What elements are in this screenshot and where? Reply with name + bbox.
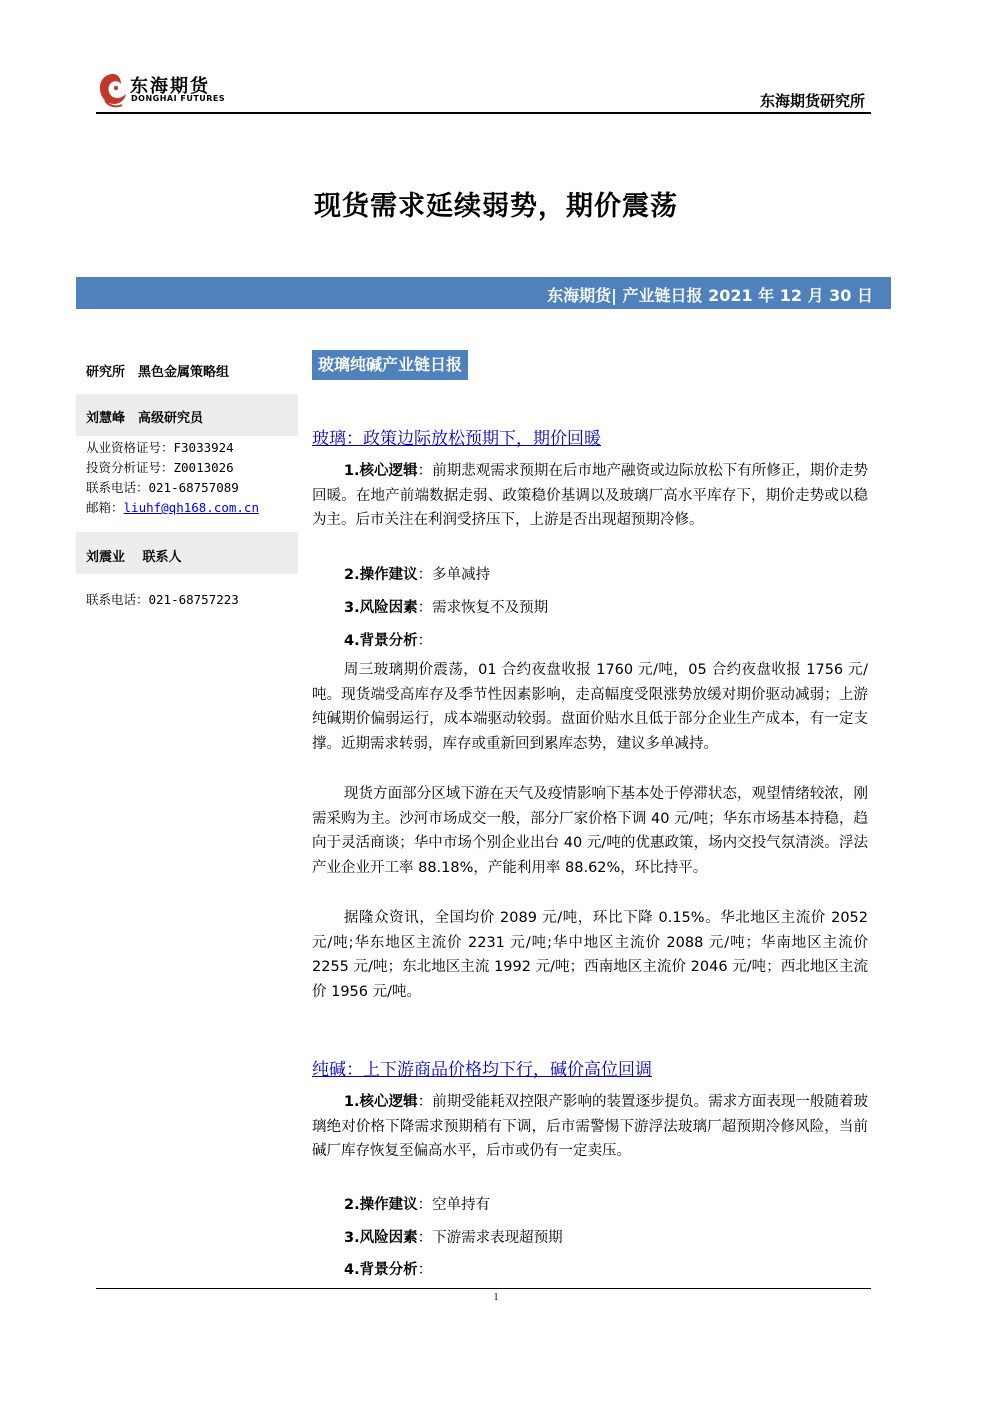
soda-risk — [344, 1226, 563, 1247]
sidebar-analyst-line: 从业资格证号：F3033924 — [86, 440, 234, 455]
soda-background-heading — [344, 1258, 432, 1279]
sidebar-email-label: 邮箱： — [86, 500, 124, 515]
glass-operation — [344, 563, 490, 584]
glass-bg-colon: ： — [417, 633, 433, 649]
glass-background-heading — [344, 629, 432, 650]
report-banner — [76, 277, 891, 309]
banner-text: 东海期货| 产业链日报 2021 年 12 月 30 日 — [547, 286, 873, 305]
glass-core-label: 1.核心逻辑 — [343, 463, 418, 479]
glass-bg-label: 4.背景分析 — [344, 633, 418, 649]
sidebar-contact-phone: 联系电话：021-68757223 — [86, 592, 239, 607]
glass-core-logic — [312, 459, 868, 533]
soda-risk-text: ：下游需求表现超预期 — [417, 1230, 563, 1246]
soda-op-text: ：空单持有 — [417, 1197, 491, 1213]
soda-bg-colon: ： — [417, 1262, 433, 1278]
sidebar-email-row — [86, 498, 259, 516]
glass-risk-label: 3.风险因素 — [344, 600, 418, 616]
section-tag: 玻璃纯碱产业链日报 — [312, 350, 468, 380]
glass-op-label: 2.操作建议 — [344, 567, 418, 583]
page-number: 1 — [493, 1292, 499, 1303]
report-title: 现货需求延续弱势，期价震荡 — [314, 191, 678, 222]
footer-divider — [96, 1288, 871, 1289]
logo-cn-text: 东海期货 — [130, 76, 210, 97]
sidebar-analyst-line: 投资分析证号：Z0013026 — [86, 460, 234, 475]
soda-op-label: 2.操作建议 — [344, 1197, 418, 1213]
sidebar-analyst-name: 刘慧峰 高级研究员 — [86, 411, 204, 426]
company-logo — [96, 70, 236, 110]
soda-core-label: 1.核心逻辑 — [343, 1094, 418, 1110]
glass-paragraph: 据隆众资讯，全国均价 2089 元/吨，环比下降 0.15%。华北地区主流价 2052 元/吨;华东地区主流价 2231 元/吨;华中地区主流价 2088 元/吨；华南地区主流价 2255 元/吨；东北地区主流 1992 元/吨；西南地区主流价 2046 元/吨；西北地区主流价 1956 元/吨。 — [312, 910, 868, 1000]
glass-paragraph: 现货方面部分区域下游在天气及疫情影响下基本处于停滞状态，观望情绪较浓，刚需采购为主。沙河市场成交一般，部分厂家价格下调 40 元/吨；华东市场基本持稳，趋向于灵活商谈；华中市场个别企业出台 40 元/吨的优惠政策，场内交投气氛清淡。浮法产业企业开工率 88.18%，产能利用率 88.62%，环比持平。 — [312, 786, 868, 876]
soda-heading: 纯碱：上下游商品价格均下行，碱价高位回调 — [312, 1060, 652, 1080]
soda-core-logic — [312, 1090, 868, 1164]
glass-heading: 玻璃：政策边际放松预期下，期价回暖 — [312, 429, 601, 449]
logo-en-text: DONGHAI FUTURES — [131, 94, 226, 103]
header-divider — [96, 112, 871, 114]
glass-paragraph: 周三玻璃期价震荡，01 合约夜盘收报 1760 元/吨，05 合约夜盘收报 1756 元/吨。现货端受高库存及季节性因素影响，走高幅度受限涨势放缓对期价驱动减弱；上游纯碱期价偏弱运行，成本端驱动较弱。盘面价贴水且低于部分企业生产成本，有一定支撑。近期需求转弱，库存或重新回到累库态势，建议多单减持。 — [312, 662, 868, 752]
sidebar-dept: 研究所 黑色金属策略组 — [86, 365, 230, 380]
glass-risk-text: ：需求恢复不及预期 — [417, 600, 549, 616]
glass-op-text: ：多单减持 — [417, 567, 491, 583]
soda-risk-label: 3.风险因素 — [344, 1230, 418, 1246]
glass-risk — [344, 596, 548, 617]
sidebar-analyst-line: 联系电话：021-68757089 — [86, 480, 239, 495]
sidebar-contact-name: 刘震业 联系人 — [86, 550, 182, 565]
soda-core-text: ：前期受能耗双控限产影响的装置逐步提负。需求方面表现一般随着玻璃绝对价格下降需求预期稍有下调，后市需警惕下游浮法玻璃厂超预期冷修风险，当前碱厂库存恢复至偏高水平，后市或仍有一定卖压。 — [312, 1094, 868, 1159]
dragon-logo-icon — [96, 70, 130, 110]
email-link[interactable]: liuhf@qh168.com.cn — [123, 500, 259, 515]
soda-bg-label: 4.背景分析 — [344, 1262, 418, 1278]
glass-core-text: ：前期悲观需求预期在后市地产融资或边际放松下有所修正，期价走势回暖。在地产前端数据走弱、政策稳价基调以及玻璃厂高水平库存下，期价走势或以稳为主。后市关注在利润受挤压下，上游是否出现超预期冷修。 — [312, 463, 868, 528]
soda-operation — [344, 1193, 490, 1214]
header-org: 东海期货研究所 — [759, 92, 865, 110]
